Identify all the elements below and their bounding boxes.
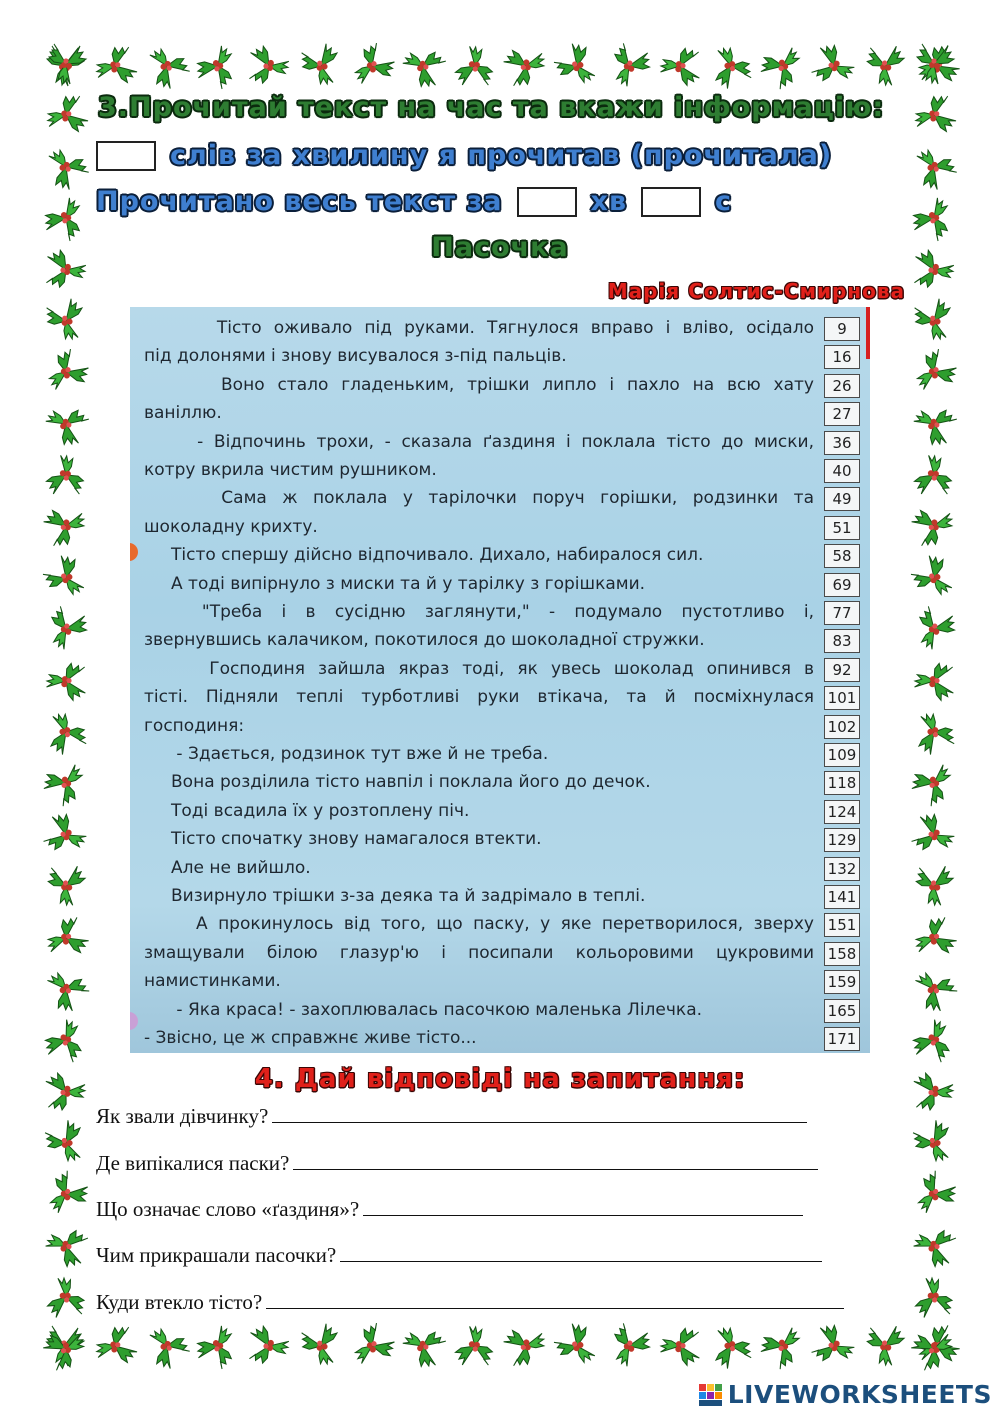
word-count-box: 141 [824, 885, 860, 909]
question-row [96, 1197, 803, 1222]
holly-leaf-icon [449, 1320, 501, 1372]
story-author: Марія Солтис-Смирнова [607, 279, 905, 303]
word-count-box: 51 [824, 516, 860, 540]
story-title: Пасочка [431, 232, 569, 263]
words-per-minute-line [96, 140, 832, 171]
holly-leaf-icon [40, 500, 92, 552]
story-line: А прокинулось від того, що паску, у яке перетворилося, зверху [144, 914, 814, 935]
story-line: - Звісно, це ж справжнє живе тісто... [144, 1028, 477, 1048]
word-count-box: 27 [824, 402, 860, 426]
seconds-label: с [715, 186, 733, 217]
holly-leaf-icon [603, 40, 655, 92]
holly-leaf-icon [654, 40, 706, 92]
question-text: Де випікалися паски? [96, 1151, 290, 1175]
question-row [96, 1290, 844, 1315]
holly-leaf-icon [757, 40, 809, 92]
task3-title: 3.Прочитай текст на час та вкажи інформацію: [98, 92, 885, 123]
story-line: ваніллю. [144, 403, 222, 424]
word-count-box: 124 [824, 800, 860, 824]
holly-leaf-icon [859, 1320, 911, 1372]
holly-leaf-icon [89, 40, 141, 92]
holly-leaf-icon [908, 38, 960, 90]
story-line: господиня: [144, 715, 245, 736]
holly-leaf-icon [141, 1320, 193, 1372]
word-count-box: 118 [824, 771, 860, 795]
panel-red-accent [866, 307, 870, 359]
word-count-box: 49 [824, 487, 860, 511]
holly-leaf-icon [908, 1168, 960, 1220]
word-count-box: 83 [824, 629, 860, 653]
word-count-box: 132 [824, 857, 860, 881]
question-text: Куди втекло тісто? [96, 1290, 263, 1314]
task4-title: 4. Дай відповіді на запитання: [254, 1064, 746, 1094]
story-line: - Відпочинь трохи, - сказала ґаздиня і поклала тісто до миски, [144, 431, 814, 452]
holly-leaf-icon [40, 1323, 92, 1374]
story-line: "Треба і в сусідню заглянути," - подумало пустотливо і, [144, 602, 814, 622]
holly-leaf-icon [243, 1320, 295, 1372]
story-line: - Яка краса! - захоплювалась пасочкою маленька Лілечка. [144, 999, 703, 1020]
story-line: Воно стало гладеньким, трішки липло і пахло на всю хату [144, 374, 814, 395]
story-line: котру вкрила чистим рушником. [144, 460, 437, 480]
reading-time-line [96, 186, 732, 217]
holly-leaf-icon [908, 89, 960, 141]
word-count-box: 159 [824, 970, 860, 994]
holly-leaf-icon [40, 1117, 92, 1169]
holly-leaf-icon [757, 1320, 809, 1372]
holly-leaf-icon [40, 141, 92, 193]
holly-leaf-icon [908, 1323, 960, 1374]
story-line: намистинками. [144, 971, 281, 992]
word-count-box: 36 [824, 431, 860, 455]
holly-leaf-icon [908, 398, 960, 450]
story-line: Тісто оживало під руками. Тягнулося вправо і вліво, осідало [144, 318, 814, 338]
holly-border-bottom [38, 1318, 962, 1374]
holly-leaf-icon [705, 40, 757, 92]
story-line: - Здається, родзинок тут вже й не треба. [144, 744, 549, 764]
holly-leaf-icon [908, 757, 960, 809]
word-count-box: 26 [824, 374, 860, 398]
holly-leaf-icon [40, 398, 92, 450]
holly-leaf-icon [908, 603, 960, 655]
holly-leaf-icon [40, 346, 92, 398]
holly-leaf-icon [654, 1320, 706, 1372]
holly-leaf-icon [808, 1320, 860, 1372]
answer-line[interactable] [272, 1104, 807, 1123]
question-text: Як звали дівчинку? [96, 1104, 269, 1128]
word-count-box: 40 [824, 459, 860, 483]
holly-leaf-icon [40, 757, 92, 809]
story-line: Тоді всадила їх у розтоплену піч. [144, 800, 470, 821]
decorative-dot [130, 543, 138, 561]
holly-leaf-icon [40, 1014, 92, 1066]
holly-leaf-icon [89, 1320, 141, 1372]
question-text: Що означає слово «ґаздиня»? [96, 1197, 360, 1221]
question-row [96, 1151, 818, 1176]
holly-leaf-icon [40, 38, 92, 90]
word-count-box: 58 [824, 544, 860, 568]
holly-leaf-icon [449, 40, 501, 92]
story-line: під долонями і знову висувалося з-під пальців. [144, 346, 567, 367]
question-row [96, 1243, 822, 1268]
story-text-panel [130, 307, 870, 1053]
story-line: змащували білою глазур'ю і посипали кольоровими цукровими [144, 942, 814, 963]
reading-time-text: Прочитано весь текст за [96, 186, 503, 217]
holly-leaf-icon [40, 912, 92, 964]
word-count-box: 171 [824, 1027, 860, 1051]
holly-leaf-icon [908, 500, 960, 552]
holly-leaf-icon [908, 655, 960, 707]
minutes-input-box[interactable] [517, 187, 577, 217]
holly-leaf-icon [908, 552, 960, 604]
holly-leaf-icon [908, 809, 960, 861]
word-count-box: 101 [824, 686, 860, 710]
story-line: Але не вийшло. [144, 857, 311, 878]
holly-leaf-icon [243, 40, 295, 92]
holly-leaf-icon [141, 40, 193, 92]
holly-leaf-icon [192, 1320, 244, 1372]
decorative-dot [130, 1012, 138, 1030]
word-count-box: 9 [824, 317, 860, 341]
holly-leaf-icon [40, 809, 92, 861]
holly-leaf-icon [908, 706, 960, 758]
holly-leaf-icon [40, 1271, 92, 1323]
holly-leaf-icon [908, 963, 960, 1015]
story-line: Визирнуло трішки з-за деяка та й задрімало в теплі. [144, 886, 646, 906]
story-line: А тоді випірнуло з миски та й у тарілку з горішками. [144, 573, 646, 594]
holly-leaf-icon [40, 706, 92, 758]
word-count-box: 92 [824, 658, 860, 682]
holly-border-top [38, 38, 962, 94]
word-count-box: 69 [824, 573, 860, 597]
answer-line[interactable] [293, 1151, 818, 1170]
answer-line[interactable] [340, 1243, 822, 1262]
words-per-minute-input-box[interactable] [96, 141, 156, 171]
holly-leaf-icon [40, 1220, 92, 1272]
answer-line[interactable] [363, 1197, 803, 1216]
holly-leaf-icon [40, 603, 92, 655]
word-count-box: 109 [824, 743, 860, 767]
watermark-text: LIVEWORKSHEETS [727, 1380, 992, 1409]
holly-leaf-icon [40, 655, 92, 707]
holly-leaf-icon [551, 1320, 603, 1372]
word-count-box: 165 [824, 999, 860, 1023]
holly-leaf-icon [908, 295, 960, 347]
holly-leaf-icon [40, 860, 92, 912]
liveworksheets-logo-icon [698, 1382, 724, 1408]
holly-leaf-icon [500, 1320, 552, 1372]
holly-leaf-icon [397, 40, 449, 92]
word-count-box: 129 [824, 828, 860, 852]
question-row [96, 1104, 807, 1129]
word-count-box: 158 [824, 942, 860, 966]
word-count-box: 16 [824, 345, 860, 369]
holly-leaf-icon [295, 1320, 347, 1372]
story-line: Тісто спочатку знову намагалося втекти. [144, 829, 542, 850]
answer-line[interactable] [266, 1290, 844, 1309]
words-per-minute-text: слів за хвилину я прочитав (прочитала) [170, 140, 833, 171]
word-count-box: 77 [824, 601, 860, 625]
story-line: Сама ж поклала у тарілочки поруч горішки, родзинки та [144, 488, 814, 509]
story-line: Тісто спершу дійсно відпочивало. Дихало, набиралося сил. [144, 545, 704, 566]
holly-leaf-icon [295, 40, 347, 92]
seconds-input-box[interactable] [641, 187, 701, 217]
holly-leaf-icon [908, 860, 960, 912]
holly-leaf-icon [705, 1320, 757, 1372]
holly-leaf-icon [603, 1320, 655, 1372]
holly-leaf-icon [908, 1271, 960, 1323]
story-line: Вона розділила тісто навпіл і поклала його до дечок. [144, 772, 651, 793]
holly-leaf-icon [908, 141, 960, 193]
holly-leaf-icon [908, 1117, 960, 1169]
holly-leaf-icon [192, 40, 244, 92]
liveworksheets-watermark [698, 1380, 992, 1409]
story-line: звернувшись калачиком, покотилося до шоколадної стружки. [144, 630, 705, 651]
holly-leaf-icon [346, 40, 398, 92]
story-line: тісті. Підняли теплі турботливі руки втікача, та й посміхнулася [144, 687, 814, 708]
holly-leaf-icon [908, 346, 960, 398]
holly-leaf-icon [397, 1320, 449, 1372]
question-text: Чим прикрашали пасочки? [96, 1243, 337, 1267]
holly-leaf-icon [551, 40, 603, 92]
holly-leaf-icon [908, 1014, 960, 1066]
holly-leaf-icon [40, 295, 92, 347]
word-count-box: 102 [824, 715, 860, 739]
holly-leaf-icon [40, 552, 92, 604]
holly-leaf-icon [40, 963, 92, 1015]
story-line: Господиня зайшла якраз тоді, як увесь шоколад опинився в [144, 658, 814, 679]
holly-leaf-icon [808, 40, 860, 92]
minutes-label: хв [590, 186, 628, 217]
holly-leaf-icon [500, 40, 552, 92]
holly-leaf-icon [908, 449, 960, 501]
story-line: шоколадну крихту. [144, 516, 318, 537]
word-count-box: 151 [824, 913, 860, 937]
holly-leaf-icon [859, 40, 911, 92]
holly-leaf-icon [346, 1320, 398, 1372]
holly-leaf-icon [908, 912, 960, 964]
holly-leaf-icon [908, 1220, 960, 1272]
holly-leaf-icon [40, 1168, 92, 1220]
holly-leaf-icon [40, 449, 92, 501]
holly-leaf-icon [40, 89, 92, 141]
